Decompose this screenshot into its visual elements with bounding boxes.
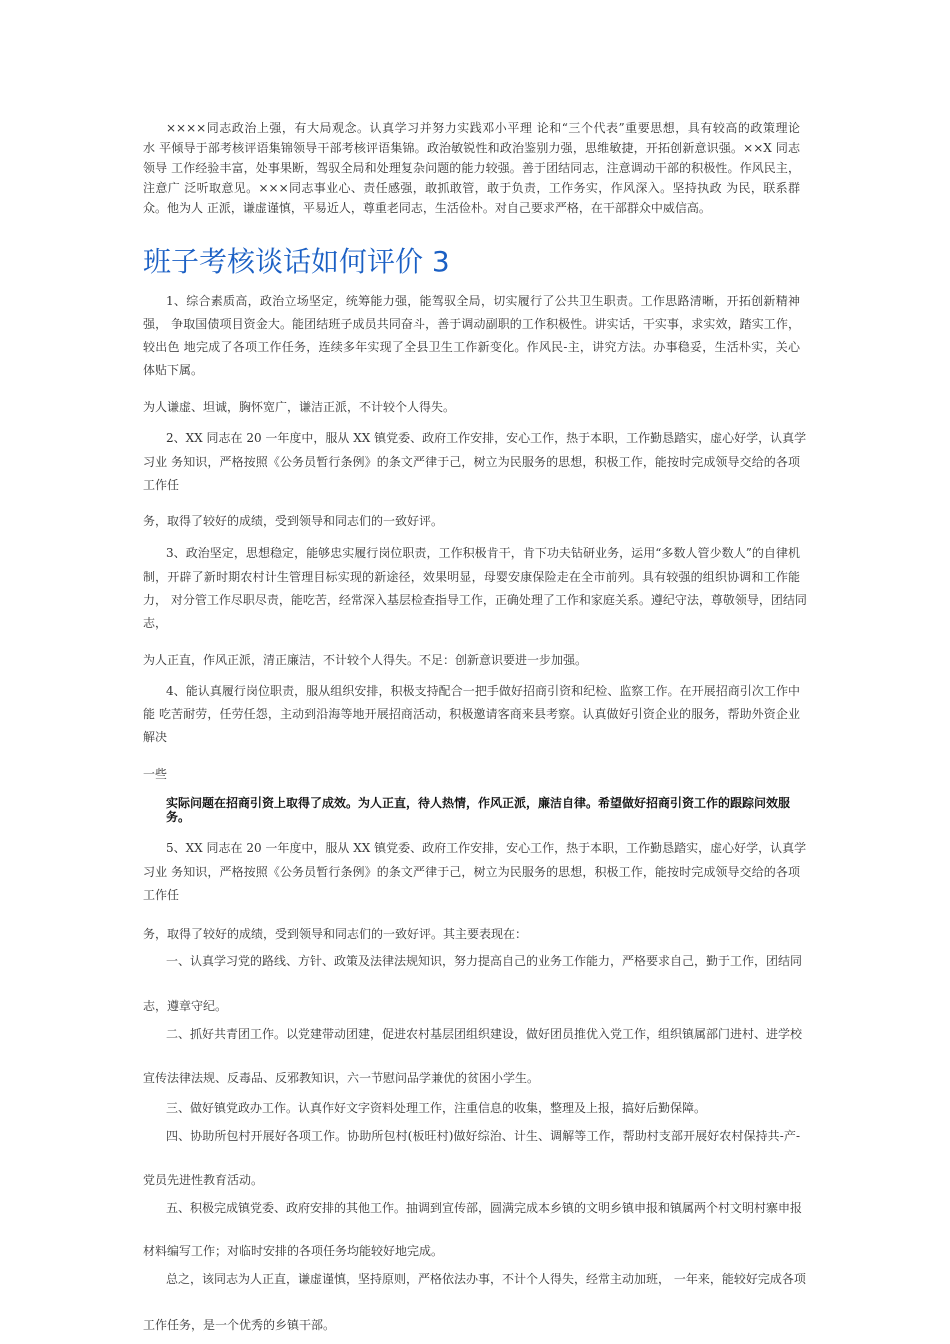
intro-line: 领导 工作经验丰富，处事果断，驾驭全局和处理复杂问题的能力较强。善于团结同志，注意调动干部的积极性。作风民主， (143, 161, 800, 175)
intro-line: 水 平倾导于部考核评语集锦领导干部考核评语集锦。政治敏锐性和政治鉴别力强，思维敏捷，开拓创新意识强。××X 同志 (143, 141, 800, 155)
paragraph-line: 4、能认真履行岗位职责，服从组织安排，积极支持配合一把手做好招商引资和纪检、监察工作。在开展招商引次工作中 (166, 684, 800, 698)
paragraph-line: 5、XX 同志在 20 一年度中，服从 XX 镇党委、政府工作安排，安心工作，热于本职，工作勤恳踏实，虚心好学，认真学 (166, 841, 807, 855)
list-item-line: 材料编写工作；对临时安排的各项任务均能较好地完成。 (143, 1244, 444, 1258)
paragraph-line: 习业 务知识，严格按照《公务员暂行条例》的条文严律于己，树立为民服务的思想，积极工作，能按时完成领导交给的各项 (143, 455, 800, 469)
section-heading: 班子考核谈话如何评价 3 (143, 245, 450, 278)
paragraph-line: 制，开辟了新时期农村计生管理目标实现的新途径，效果明显，母婴安康保险走在全市前列。具有较强的组织协调和工作能 (143, 570, 800, 584)
paragraph-line: 工作任 (143, 888, 180, 902)
paragraph-line: 力， 对分管工作尽职尽责，能吃苦，经常深入基层检查指导工作，正确处理了工作和家庭关系。遵纪守法，尊敬领导，团结同 (143, 593, 807, 607)
paragraph-line: 能 吃苦耐劳，任劳任怨，主动到沿海等地开展招商活动，积极邀请客商来县考察。认真做好引资企业的服务，帮助外资企业 (143, 707, 800, 721)
bold-paragraph: 实际问题在招商引资上取得了成效。为人正直，待人热情，作风正派，廉洁自律。希望做好招商引资工作的跟踪问效服务。 (166, 796, 791, 824)
list-item-line: 志，遵章守纪。 (143, 999, 228, 1013)
list-item-line: 二、抓好共青团工作。以党建带动团建，促进农村基层团组织建设，做好团员推优入党工作，组织镇属部门进村、进学校 (166, 1027, 803, 1041)
paragraph-line: 体贴下属。 (143, 363, 204, 377)
paragraph-line: 务，取得了较好的成绩，受到领导和同志们的一致好评。 (143, 514, 444, 528)
paragraph-line: 志， (143, 616, 168, 630)
list-item-line: 一、认真学习党的路线、方针、政策及法律法规知识，努力提高自己的业务工作能力，严格要求自己，勤于工作，团结同 (166, 954, 803, 968)
list-item-line: 工作任务，是一个优秀的乡镇干部。 (143, 1318, 336, 1332)
paragraph-line: 1、综合素质高，政治立场坚定，统筹能力强，能驾驭全局，切实履行了公共卫生职责。工作思路清晰，开拓创新精神 (166, 294, 800, 308)
list-item-line: 宣传法律法规、反毒品、反邪教知识，六一节慰问品学兼优的贫困小学生。 (143, 1071, 540, 1085)
intro-line: 众。他为人 正派，谦虚谨慎，平易近人，尊重老同志，生活俭朴。对自己要求严格，在干部群众中威信高。 (143, 201, 711, 215)
list-item-line: 党员先进性教育活动。 (143, 1173, 264, 1187)
intro-line: ××××同志政治上强，有大局观念。认真学习并努力实践邓小平理 论和“三个代表”重要思想，具有较高的政策理论 (166, 121, 800, 135)
list-item-line: 总之，该同志为人正直，谦虚谨慎，坚持原则，严格依法办事，不计个人得失，经常主动加班， 一年来，能较好完成各项 (166, 1272, 806, 1286)
paragraph-line: 一些 (143, 767, 168, 781)
paragraph-line: 务，取得了较好的成绩，受到领导和同志们的一致好评。其主要表现在： (143, 927, 528, 941)
paragraph-line: 为人正直，作风正派，清正廉洁，不计较个人得失。不足：创新意识要进一步加强。 (143, 653, 588, 667)
paragraph-line: 习业 务知识，严格按照《公务员暂行条例》的条文严律于己，树立为民服务的思想，积极工作，能按时完成领导交给的各项 (143, 865, 800, 879)
paragraph-line: 解决 (143, 730, 168, 744)
paragraph-line: 较出色 地完成了各项工作任务，连续多年实现了全县卫生工作新变化。作风民-主，讲究方法。办事稳妥，生活朴实，关心 (143, 340, 800, 354)
intro-line: 注意广 泛听取意见。×××同志事业心、责任感强，敢抓敢管，敢于负责，工作务实，作风深入。坚持执政 为民，联系群 (143, 181, 800, 195)
list-item-line: 三、做好镇党政办工作。认真作好文字资料处理工作，注重信息的收集，整理及上报，搞好后勤保障。 (166, 1101, 707, 1115)
paragraph-line: 3、政治坚定，思想稳定，能够忠实履行岗位职责，工作积极肯干，肯下功夫钻研业务，运用“多数人管少数人”的自律机 (166, 546, 800, 560)
paragraph-line: 2、XX 同志在 20 一年度中，服从 XX 镇党委、政府工作安排，安心工作，热于本职，工作勤恳踏实，虚心好学，认真学 (166, 431, 807, 445)
list-item-line: 五、积极完成镇党委、政府安排的其他工作。抽调到宣传部，圆满完成本乡镇的文明乡镇申报和镇属两个村文明村寨申报 (166, 1201, 803, 1215)
paragraph-line: 为人谦虚、坦诚，胸怀宽广，谦洁正派，不计较个人得失。 (143, 400, 456, 414)
paragraph-line: 强， 争取国债项目资金大。能团结班子成员共同奋斗，善于调动副职的工作积极性。讲实话，干实事，求实效，踏实工作， (143, 317, 800, 331)
paragraph-line: 工作任 (143, 478, 180, 492)
list-item-line: 四、协助所包村开展好各项工作。协助所包村(板旺村)做好综治、计生、调解等工作，帮助村支部开展好农村保持共-产- (166, 1129, 800, 1143)
